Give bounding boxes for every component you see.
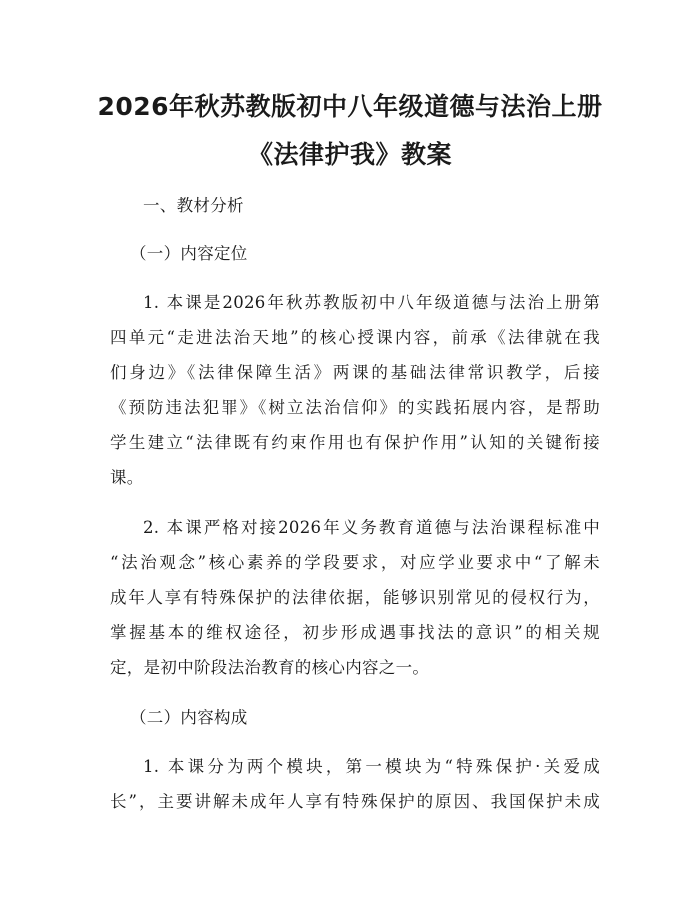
paragraph-line: 四单元“走进法治天地”的核心授课内容，前承《法律就在我	[110, 328, 600, 347]
subsection-heading-content-composition: （二）内容构成	[130, 708, 248, 727]
paragraph-line: “法治观念”核心素养的学段要求，对应学业要求中“了解未	[110, 553, 600, 572]
document-title-line-2: 《法律护我》教案	[247, 140, 452, 169]
paragraph-line: 掌握基本的维权途径，初步形成遇事找法的意识”的相关规	[110, 623, 600, 642]
subsection-heading-content-positioning: （一）内容定位	[130, 244, 248, 263]
paragraph-line: 《预防违法犯罪》《树立法治信仰》的实践拓展内容，是帮助	[110, 398, 600, 417]
paragraph-line: 2. 本课严格对接2026年义务教育道德与法治课程标准中	[143, 518, 600, 537]
paragraph-line: 定，是初中阶段法治教育的核心内容之一。	[110, 658, 430, 677]
paragraph-line: 1. 本课分为两个模块，第一模块为“特殊保护·关爱成	[143, 757, 600, 776]
paragraph-line: 学生建立“法律既有约束作用也有保护作用”认知的关键衔接	[110, 433, 600, 452]
paragraph-line: 成年人享有特殊保护的法律依据，能够识别常见的侵权行为，	[110, 588, 600, 607]
section-heading-textbook-analysis: 一、教材分析	[143, 196, 244, 215]
paragraph-line: 1. 本课是2026年秋苏教版初中八年级道德与法治上册第	[143, 293, 600, 312]
paragraph-line: 们身边》《法律保障生活》两课的基础法律常识教学，后接	[110, 363, 600, 382]
paragraph-line: 长”，主要讲解未成年人享有特殊保护的原因、我国保护未成	[110, 792, 600, 811]
paragraph-line: 课。	[110, 468, 144, 487]
document-title-line-1: 2026年秋苏教版初中八年级道德与法治上册	[97, 92, 603, 121]
